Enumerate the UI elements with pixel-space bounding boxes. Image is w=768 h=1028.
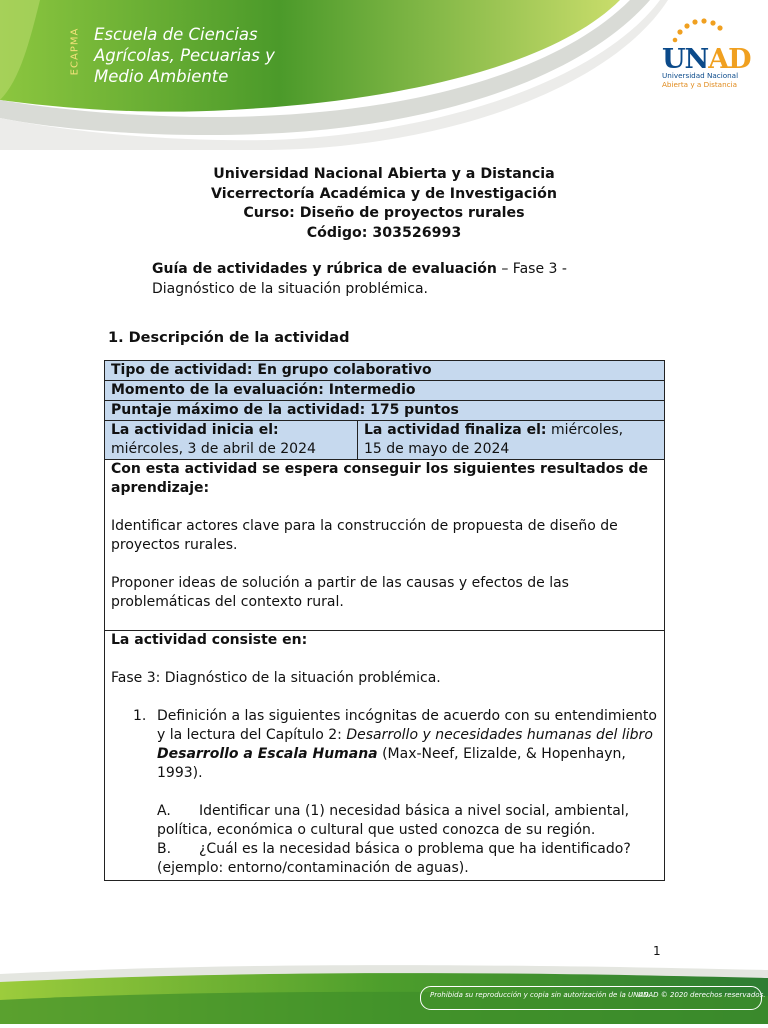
item1-text-a: Definición a las siguientes incógnitas de acuerdo con su entendimiento y la lectura del Capítulo 2: — [157, 708, 657, 743]
title-line-1: Universidad Nacional Abierta y a Distancia — [213, 166, 555, 182]
title-line-4: Código: 303526993 — [306, 224, 462, 241]
start-date-cell — [105, 421, 358, 460]
footer-notice-1: Prohibida su reproducción y copia sin autorización de la UNAD. — [430, 991, 651, 999]
guide-title-rest: – Fase 3 - Diagnóstico de la situación problémica. — [152, 261, 567, 297]
activity-table — [104, 360, 665, 881]
item1-text-b: (Max-Neef, Elizalde, & Hopenhayn, 1993). — [157, 746, 626, 781]
phase-text: Fase 3: Diagnóstico de la situación problémica. — [111, 670, 441, 686]
footer-notice-2: UNAD © 2020 derechos reservados. — [638, 991, 766, 999]
title-line-2: Vicerrectoría Académica y de Investigación — [211, 185, 557, 202]
school-name — [94, 24, 275, 87]
item1-book-title: Desarrollo a Escala Humana — [157, 746, 378, 762]
title-line-3: Curso: Diseño de proyectos rurales — [243, 205, 525, 221]
end-date-cell — [358, 421, 665, 460]
sub-item-b-letter: B. — [157, 841, 172, 857]
guide-title-bold: Guía de actividades y rúbrica de evaluación — [152, 261, 497, 277]
logo-subtitle-line-1: Universidad Nacional — [662, 71, 739, 80]
end-date-value: 15 de mayo de 2024 — [364, 441, 510, 457]
guide-title — [152, 260, 622, 299]
activity-type-cell: Tipo de actividad: En grupo colaborativo — [105, 361, 665, 381]
sub-item-b — [157, 840, 658, 859]
sub-item-b-text: ¿Cuál es la necesidad básica o problema que ha identificado? — [199, 841, 631, 857]
logo-subtitle-line-2: Abierta y a Distancia — [662, 80, 737, 89]
learning-results-cell — [105, 460, 665, 631]
ecapma-text: ECAPMA — [69, 27, 81, 76]
logo-ad: AD — [708, 44, 751, 75]
section-heading: 1. Descripción de la actividad — [108, 330, 350, 346]
sub-item-a-text: Identificar una (1) necesidad básica a nivel social, ambiental, política, económica o cultural que usted conozca de su región. — [157, 803, 630, 838]
logo-u: U — [662, 44, 685, 75]
logo-n: N — [684, 44, 709, 75]
evaluation-moment-cell: Momento de la evaluación: Intermedio — [105, 381, 665, 401]
unad-logo-subtitle — [662, 71, 768, 89]
header-banner — [0, 0, 768, 150]
end-date-label: La actividad finaliza el: — [364, 422, 547, 438]
school-name-line-2: Agrícolas, Pecuarias y — [94, 46, 275, 65]
learning-result-1: Identificar actores clave para la construcción de propuesta de diseño de proyectos rurales. — [111, 518, 618, 553]
document-title — [104, 165, 664, 243]
sub-item-a-letter: A. — [157, 803, 171, 819]
end-date-weekday: miércoles, — [546, 422, 624, 438]
learning-result-2: Proponer ideas de solución a partir de las causas y efectos de las problemáticas del contexto rural. — [111, 575, 569, 610]
sub-item-b-example: (ejemplo: entorno/contaminación de aguas). — [157, 860, 469, 876]
school-name-line-1: Escuela de Ciencias — [94, 25, 258, 44]
activity-consists-heading: La actividad consiste en: — [111, 632, 308, 648]
item1-italic: Desarrollo y necesidades humanas del libro — [346, 727, 653, 743]
list-item — [111, 707, 658, 878]
start-date-label: La actividad inicia el: — [111, 422, 279, 438]
school-name-line-3: Medio Ambiente — [94, 67, 229, 86]
list-item-number: 1. — [133, 708, 147, 724]
sub-item-a — [157, 802, 658, 840]
learning-results-heading: Con esta actividad se espera conseguir los siguientes resultados de aprendizaje: — [111, 461, 649, 496]
page-number: 1 — [653, 944, 661, 958]
activity-consists-cell — [105, 631, 665, 881]
start-date-value: miércoles, 3 de abril de 2024 — [111, 441, 316, 457]
max-score-cell: Puntaje máximo de la actividad: 175 puntos — [105, 401, 665, 421]
ecapma-vertical-label — [64, 20, 84, 90]
